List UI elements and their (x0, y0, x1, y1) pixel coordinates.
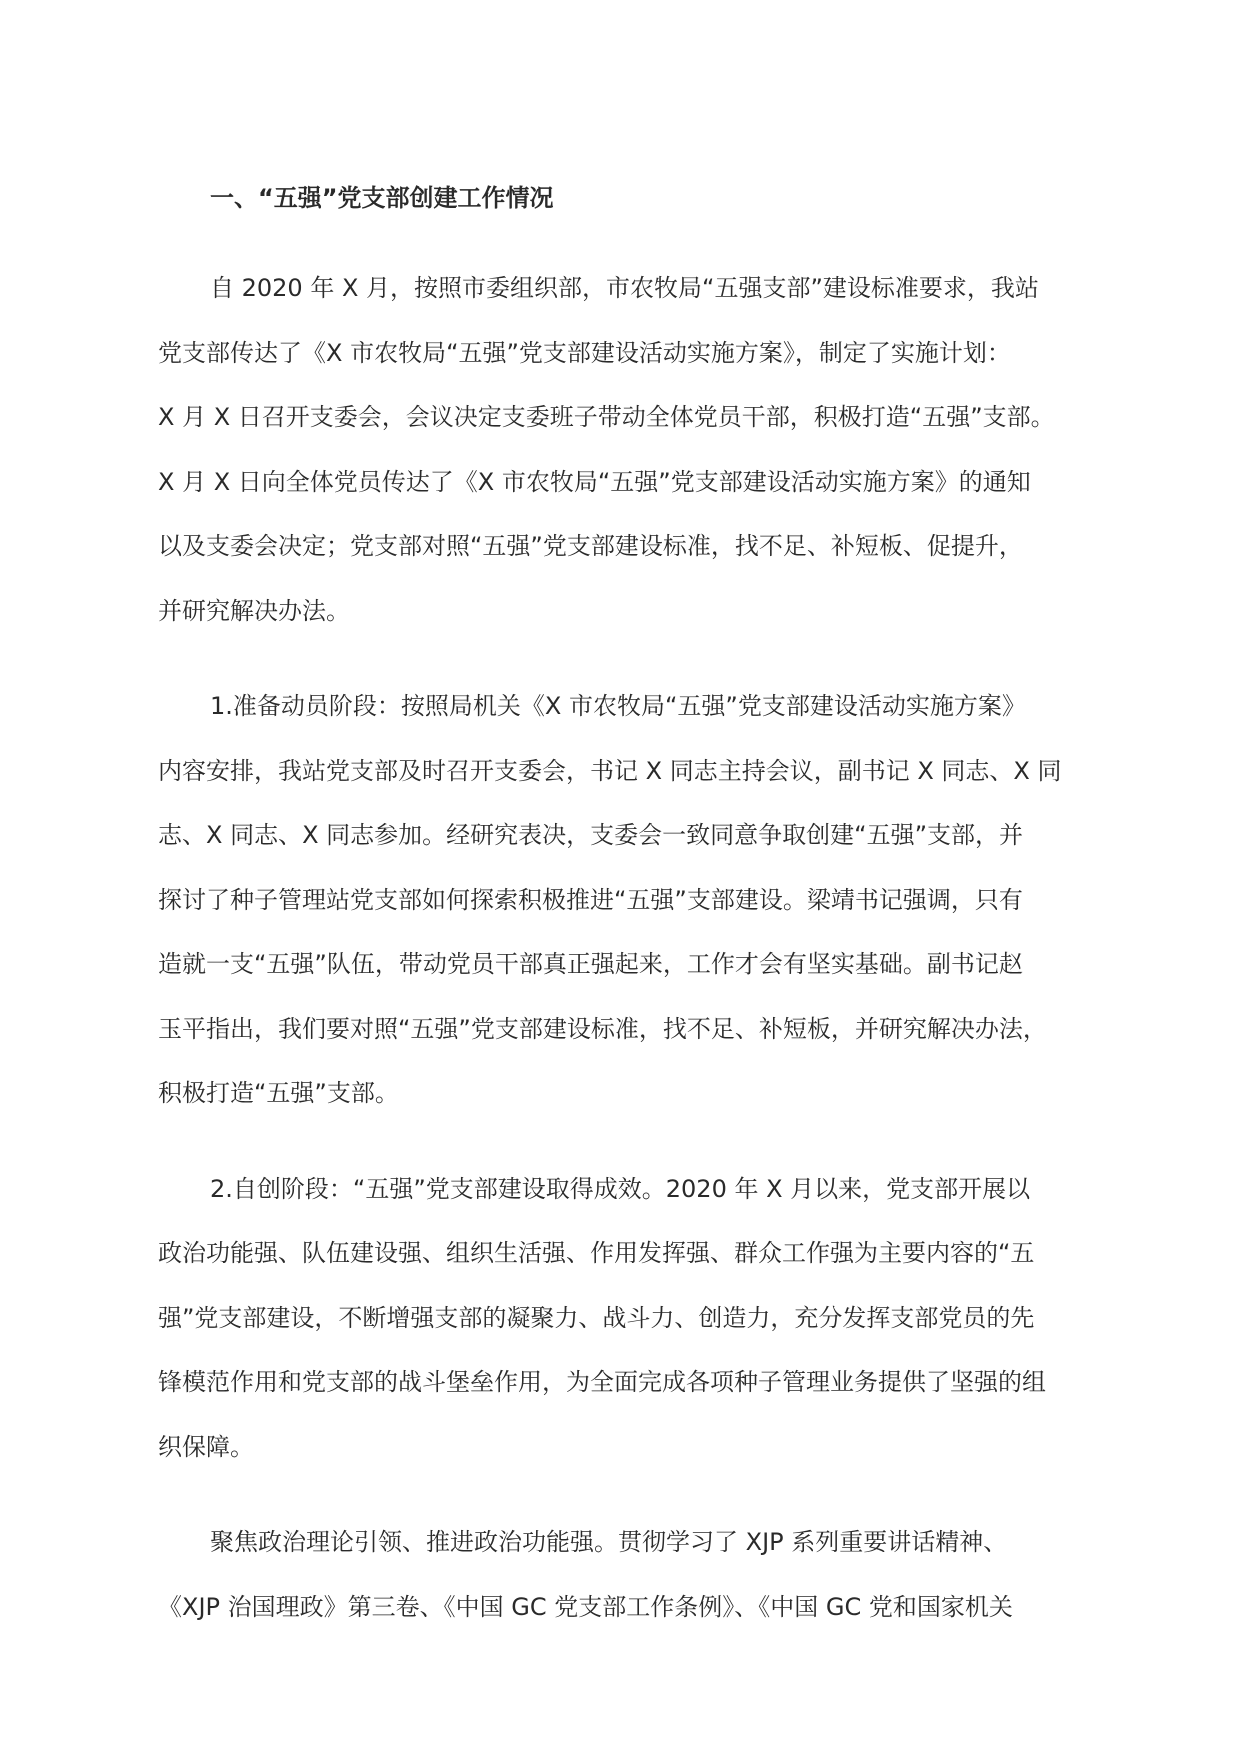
paragraph-line: 探讨了种子管理站党支部如何探索积极推进“五强”支部建设。梁靖书记强调，只有 (158, 885, 1023, 914)
paragraph-line: 并研究解决办法。 (158, 596, 350, 625)
paragraph-line: 积极打造“五强”支部。 (158, 1079, 399, 1107)
paragraph-line: 1.准备动员阶段：按照局机关《X 市农牧局“五强”党支部建设活动实施方案》 (210, 692, 1026, 720)
paragraph-line: X 月 X 日召开支委会，会议决定支委班子带动全体党员干部，积极打造“五强”支部。 (158, 403, 1055, 431)
document-body (158, 168, 1108, 1670)
paragraph (158, 674, 1108, 1126)
paragraph-line: X 月 X 日向全体党员传达了《X 市农牧局“五强”党支部建设活动实施方案》的通知 (158, 467, 1031, 496)
paragraph (158, 1510, 1108, 1639)
paragraph-line: 锋模范作用和党支部的战斗堡垒作用，为全面完成各项种子管理业务提供了坚强的组 (158, 1368, 1046, 1396)
paragraph-list (158, 256, 1108, 1639)
paragraph-line: 聚焦政治理论引领、推进政治功能强。贯彻学习了 XJP 系列重要讲话精神、 (210, 1528, 1008, 1556)
paragraph-line: 政治功能强、队伍建设强、组织生活强、作用发挥强、群众工作强为主要内容的“五 (158, 1239, 1035, 1267)
paragraph (158, 1157, 1108, 1480)
paragraph-line: 强”党支部建设，不断增强支部的凝聚力、战斗力、创造力，充分发挥支部党员的先 (158, 1303, 1035, 1332)
paragraph-line: 内容安排，我站党支部及时召开支委会，书记 X 同志主持会议，副书记 X 同志、X 同 (158, 756, 1062, 785)
paragraph-line: 造就一支“五强”队伍，带动党员干部真正强起来，工作才会有坚实基础。副书记赵 (158, 950, 1023, 978)
section-heading: 一、“五强”党支部创建工作情况 (210, 184, 554, 212)
paragraph-line: 以及支委会决定；党支部对照“五强”党支部建设标准，找不足、补短板、促提升， (158, 532, 1023, 560)
paragraph-line: 玉平指出，我们要对照“五强”党支部建设标准，找不足、补短板，并研究解决办法， (158, 1014, 1047, 1043)
paragraph-line: 自 2020 年 X 月，按照市委组织部，市农牧局“五强支部”建设标准要求，我站 (210, 274, 1039, 302)
paragraph-line: 2.自创阶段：“五强”党支部建设取得成效。2020 年 X 月以来，党支部开展以 (210, 1174, 1031, 1203)
paragraph-line: 党支部传达了《X 市农牧局“五强”党支部建设活动实施方案》，制定了实施计划： (158, 338, 1011, 367)
paragraph-line: 《XJP 治国理政》第三卷、《中国 GC 党支部工作条例》、《中国 GC 党和国家机关 (158, 1592, 1013, 1621)
paragraph-line: 织保障。 (158, 1432, 254, 1461)
paragraph (158, 256, 1108, 643)
paragraph-line: 志、X 同志、X 同志参加。经研究表决，支委会一致同意争取创建“五强”支部，并 (158, 821, 1024, 849)
